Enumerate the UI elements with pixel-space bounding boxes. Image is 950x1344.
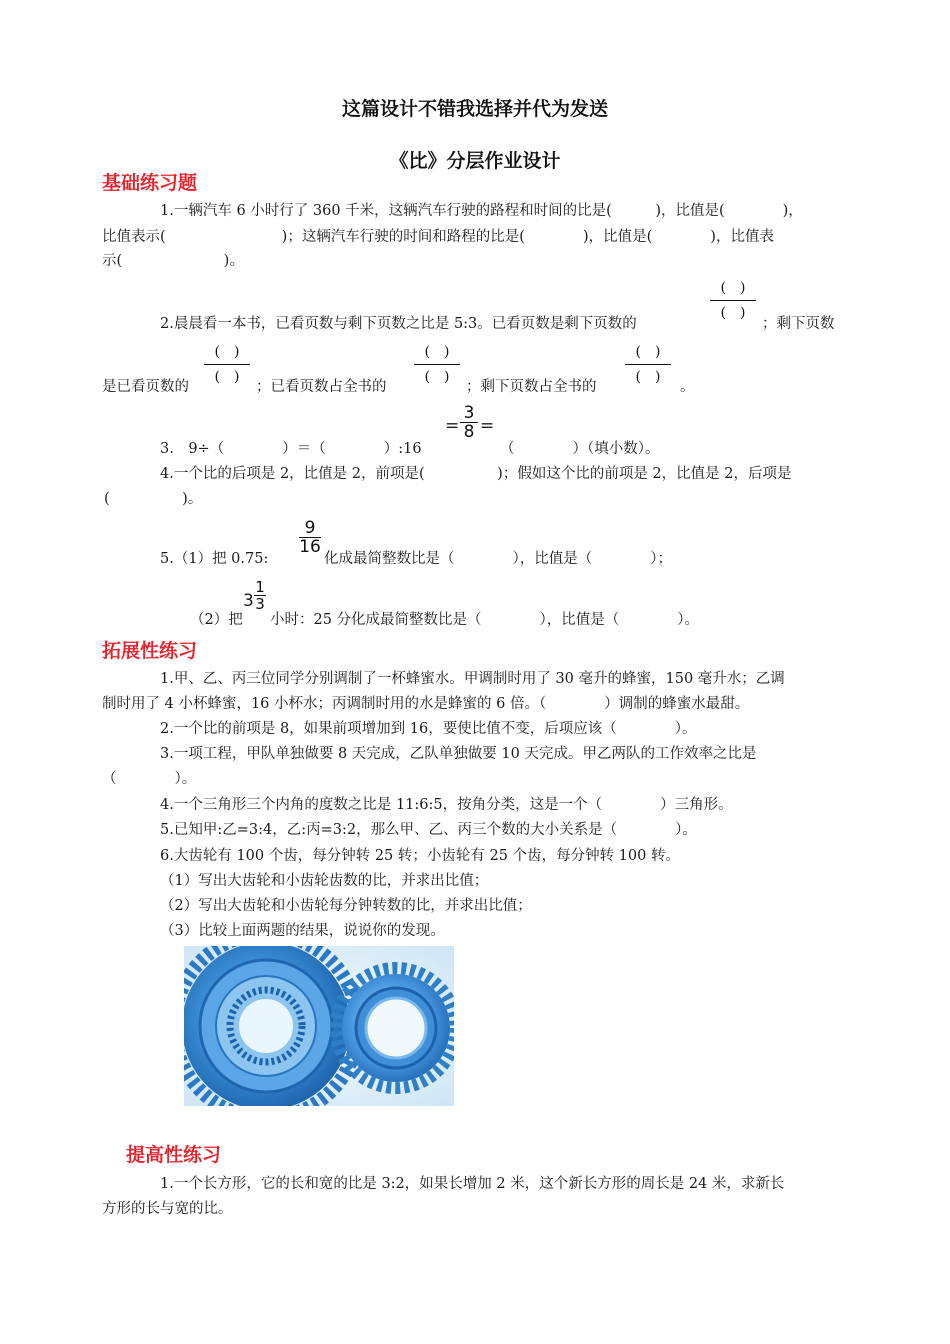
fraction-denominator-blank: ( ) bbox=[424, 369, 450, 385]
mixed-number-whole: 3 bbox=[243, 591, 254, 611]
section-heading-extension: 拓展性练习 bbox=[102, 640, 198, 662]
q1-line3: 示( )。 bbox=[102, 253, 244, 269]
adv-q1-line1: 1.一个长方形，它的长和宽的比是 3:2，如果长增加 2 米，这个新长方形的周长是 24 米，求新长 bbox=[160, 1176, 785, 1192]
mixed-number-fraction bbox=[254, 580, 266, 611]
blank-fraction bbox=[204, 344, 250, 386]
q5-part2-a: （2）把 bbox=[190, 612, 243, 628]
q2-line2-c: ；剩下页数占全书的 bbox=[466, 379, 597, 395]
fraction-denominator-blank: ( ) bbox=[635, 369, 661, 385]
ext-q3-line1: 3.一项工程，甲队单独做要 8 天完成，乙队单独做要 10 天完成。甲乙两队的工作效率之比是 bbox=[160, 746, 757, 762]
q2-line1: 2.晨晨看一本书，已看页数与剩下页数之比是 5:3。已看页数是剩下页数的 bbox=[160, 316, 637, 332]
promo-title: 这篇设计不错我选择并代为发送 bbox=[341, 98, 608, 120]
q1-line2: 比值表示( )；这辆汽车行驶的时间和路程的比是( )，比值是( )，比值表 bbox=[102, 229, 774, 245]
q3-part-b: （ ）（填小数）。 bbox=[500, 441, 660, 457]
fraction-bar bbox=[204, 364, 250, 365]
q2-line2-b: ；已看页数占全书的 bbox=[256, 379, 387, 395]
q2-line2-a: 是已看页数的 bbox=[102, 379, 189, 395]
fraction-denominator-blank: ( ) bbox=[720, 305, 746, 321]
blank-fraction bbox=[625, 344, 671, 386]
q3-part-a: 3. 9÷（ ）＝（ ）:16 bbox=[160, 441, 422, 457]
fraction-bar bbox=[625, 364, 671, 365]
ext-q1-line1: 1.甲、乙、丙三位同学分别调制了一杯蜂蜜水。甲调制时用了 30 毫升的蜂蜜，150 毫升水；乙调 bbox=[160, 671, 785, 687]
ext-q6-sub3: （3）比较上面两题的结果，说说你的发现。 bbox=[160, 923, 445, 939]
q1-line1: 1.一辆汽车 6 小时行了 360 千米，这辆汽车行驶的路程和时间的比是( )，比值是( )， bbox=[160, 203, 803, 219]
page-title: 《比》分层作业设计 bbox=[389, 150, 561, 172]
fraction-numerator-blank: ( ) bbox=[720, 280, 746, 296]
adv-q1-line2: 方形的长与宽的比。 bbox=[102, 1201, 233, 1217]
q2-line2-d: 。 bbox=[680, 379, 695, 395]
fraction-denominator-blank: ( ) bbox=[214, 369, 240, 385]
fraction-denominator: 16 bbox=[299, 537, 321, 557]
fraction-three-eighths bbox=[460, 405, 478, 440]
fraction-numerator: 1 bbox=[255, 578, 265, 596]
fraction-bar bbox=[710, 300, 756, 301]
ext-q5: 5.已知甲:乙=3:4，乙:丙=3:2，那么甲、乙、丙三个数的大小关系是（ ）。 bbox=[160, 822, 697, 838]
ext-q6-sub2: （2）写出大齿轮和小齿轮每分钟转数的比，并求出比值； bbox=[160, 898, 532, 914]
q4-line1: 4.一个比的后项是 2，比值是 2，前项是( )；假如这个比的前项是 2，比值是 2，后项是 bbox=[160, 466, 792, 482]
fraction-bar bbox=[414, 364, 460, 365]
q2-line1-tail: ；剩下页数 bbox=[762, 316, 835, 332]
q5-part1-b: 化成最简整数比是（ ），比值是（ ）； bbox=[324, 551, 672, 567]
gears-illustration bbox=[184, 946, 454, 1106]
fraction-numerator: 3 bbox=[463, 403, 475, 423]
q5-part1-a: 5.（1）把 0.75: bbox=[160, 551, 269, 567]
blank-fraction bbox=[710, 280, 756, 322]
section-heading-advanced: 提高性练习 bbox=[126, 1144, 222, 1166]
fraction-numerator-blank: ( ) bbox=[214, 344, 240, 360]
equals-sign: = bbox=[480, 416, 495, 436]
fraction-numerator-blank: ( ) bbox=[635, 344, 661, 360]
fraction-denominator: 3 bbox=[255, 595, 265, 613]
ext-q4: 4.一个三角形三个内角的度数之比是 11:6:5，按角分类，这是一个（ ）三角形。 bbox=[160, 797, 733, 813]
fraction-numerator-blank: ( ) bbox=[424, 344, 450, 360]
ext-q3-line2: （ ）。 bbox=[102, 771, 197, 787]
section-heading-basic: 基础练习题 bbox=[102, 172, 198, 194]
gears-image bbox=[184, 946, 454, 1106]
fraction-numerator: 9 bbox=[304, 518, 316, 538]
ext-q6: 6.大齿轮有 100 个齿，每分钟转 25 转；小齿轮有 25 个齿，每分钟转 100 转。 bbox=[160, 848, 680, 864]
ext-q1-line2: 制时用了 4 小杯蜂蜜，16 小杯水；丙调制时用的水是蜂蜜的 6 倍。（ ）调制的蜂蜜水最甜。 bbox=[102, 696, 750, 712]
fraction-nine-sixteenths bbox=[299, 520, 321, 555]
ext-q2: 2.一个比的前项是 8，如果前项增加到 16，要使比值不变，后项应该（ ）。 bbox=[160, 721, 697, 737]
equals-sign: = bbox=[445, 416, 460, 436]
fraction-denominator: 8 bbox=[463, 422, 475, 442]
q4-line2: ( )。 bbox=[104, 491, 203, 507]
q5-part2-b: 小时：25 分化成最简整数比是（ ），比值是（ ）。 bbox=[270, 612, 700, 628]
ext-q6-sub1: （1）写出大齿轮和小齿轮齿数的比，并求出比值； bbox=[160, 873, 489, 889]
blank-fraction bbox=[414, 344, 460, 386]
